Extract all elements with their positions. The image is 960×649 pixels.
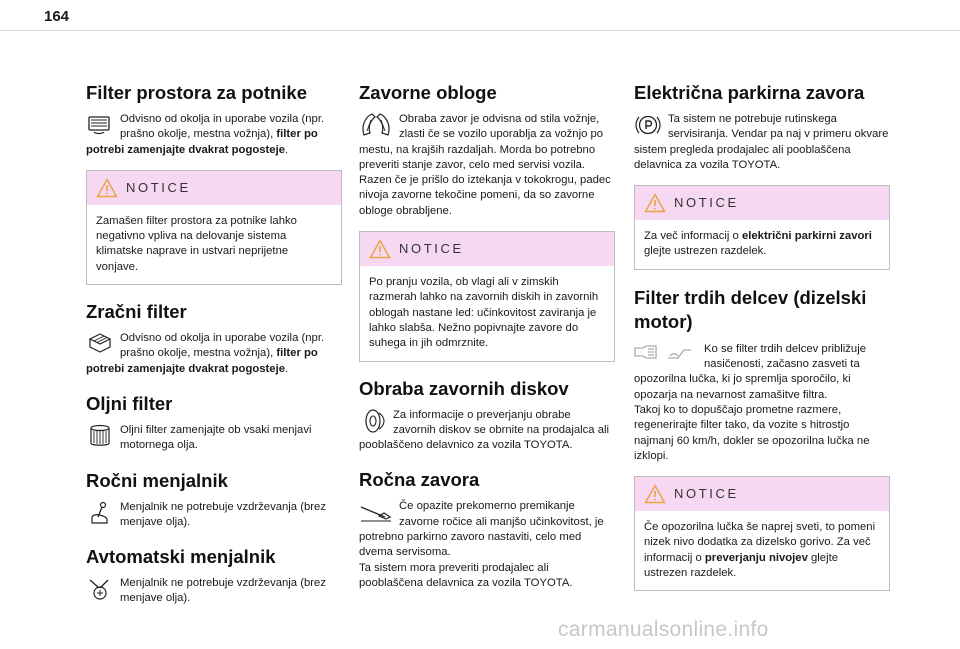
air-filter-icon: [86, 331, 114, 357]
notice-text: Po pranju vozila, ob vlagi ali v zimskih razmerah lahko na zavornih diskih in zavornih oblogah nastane led: učinkovitost zaviranja je lahko slabša. Nežno popivnajte zavore do suhega in jih odmrznite.: [369, 276, 599, 350]
particle-filter-body-2: Takoj ko to dopuščajo prometne razmere, regenerirajte filter tako, da vozite s hitrostjo najmanj 60 km/h, dokler se opozorilna lučka ne izklopi.: [634, 403, 870, 462]
particle-filter-title: Filter trdih delcev (dizelski motor): [634, 286, 867, 332]
brake-pads-body: Obraba zavor je odvisna od stila vožnje, zlasti če se vozilo uporablja za vožnjo po mestu, na krajših razdaljah. Morda bo potrebno preveriti stanje zavor, celo med servisi vozila. Razen če je prišlo do iztekanja v tokokrogu, padec nivoja zavorne tekočine pomeni, da so zavorne obloge obrabljene.: [359, 113, 611, 217]
cabin-filter-title: Filter prostora za potnike: [86, 82, 308, 103]
column-3: [634, 82, 890, 607]
notice-title: NOTICE: [674, 486, 739, 502]
column-1: [86, 82, 342, 623]
brake-pads-text: [359, 112, 615, 219]
notice-title: NOTICE: [674, 195, 739, 211]
particle-filter-icon: [634, 342, 692, 362]
manual-gearbox-title: Ročni menjalnik: [86, 469, 228, 491]
manual-gearbox-body: Menjalnik ne potrebuje vzdrževanja (brez menjave olja).: [120, 500, 326, 528]
section-cabin-filter: [86, 82, 342, 285]
automatic-gearbox-icon: [86, 576, 114, 602]
section-oil-filter: [86, 393, 342, 454]
oil-filter-body: Oljni filter zamenjajte ob vsaki menjavi motornega olja.: [120, 423, 312, 452]
air-filter-text-post: .: [285, 362, 289, 375]
air-filter-text-bold: filter po potrebi zamenjajte dvakrat pogosteje: [86, 347, 318, 375]
brake-disc-icon: [359, 408, 387, 434]
notice-header: [635, 186, 889, 220]
cabin-filter-text-bold: filter po potrebi zamenjajte dvakrat pogosteje: [86, 128, 318, 156]
notice-text-bold: električni parkirni zavori: [741, 230, 872, 243]
oil-filter-icon: [86, 423, 114, 449]
handbrake-body-2: Ta sistem mora preveriti prodajalec ali pooblaščena delavnica za vozila TOYOTA.: [359, 561, 573, 589]
section-brake-pads: [359, 82, 615, 362]
warning-triangle-icon: [644, 484, 666, 504]
notice-text-pre: Če opozorilna lučka še naprej sveti, to pomeni nizek nivo dodatka za dizelsko gorivo. Za več informacij o: [644, 521, 876, 564]
section-automatic-gearbox: [86, 546, 342, 607]
section-brake-discs: [359, 378, 615, 454]
electric-parking-brake-text: [634, 112, 890, 173]
section-manual-gearbox: [86, 470, 342, 531]
brake-pads-title: Zavorne obloge: [359, 82, 497, 103]
electric-parking-brake-body: Ta sistem ne potrebuje rutinskega servisiranja. Vendar pa naj v primeru okvare sistem pregleda prodajalec ali pooblaščena delavnica za vozila TOYOTA.: [634, 113, 889, 171]
notice-title: NOTICE: [399, 241, 464, 257]
notice-header: [360, 232, 614, 266]
section-particle-filter: [634, 286, 890, 592]
notice-box-brake-pads: [359, 231, 615, 361]
brake-pads-icon: [359, 112, 393, 138]
particle-filter-text: [634, 342, 890, 403]
notice-box-electric-parking: [634, 185, 890, 270]
notice-text-post: glejte ustrezen razdelek.: [644, 551, 839, 580]
notice-header: [635, 477, 889, 511]
watermark-logo: carmanualsonline.info: [558, 618, 769, 641]
warning-triangle-icon: [644, 193, 666, 213]
warning-triangle-icon: [96, 178, 118, 198]
notice-text: [635, 220, 889, 269]
air-filter-title: Zračni filter: [86, 301, 187, 323]
automatic-gearbox-text: [86, 576, 342, 607]
cabin-filter-text-post: .: [285, 143, 289, 156]
manual-gearbox-text: [86, 500, 342, 531]
notice-text-pre: Za več informacij o: [644, 230, 742, 243]
section-electric-parking-brake: [634, 82, 890, 270]
notice-text-post: glejte ustrezen razdelek.: [644, 245, 767, 258]
header-divider: [0, 30, 960, 31]
page-number: 164: [44, 8, 70, 25]
cabin-filter-text-pre: Odvisno od okolja in uporabe vozila (npr. prašno okolje, mestna vožnja),: [120, 113, 325, 141]
notice-text: [635, 511, 889, 590]
notice-header: [87, 171, 341, 205]
electric-parking-brake-title: Električna parkirna zavora: [634, 82, 865, 103]
section-handbrake: [359, 469, 615, 591]
automatic-gearbox-body: Menjalnik ne potrebuje vzdrževanja (brez menjave olja).: [120, 577, 326, 605]
warning-triangle-icon: [369, 239, 391, 259]
air-filter-text: [86, 331, 342, 377]
handbrake-text: [359, 499, 615, 560]
brake-discs-text: [359, 408, 615, 454]
oil-filter-text: [86, 423, 342, 454]
air-filter-text-pre: Odvisno od okolja in uporabe vozila (npr. prašno okolje, mestna vožnja),: [120, 332, 325, 360]
brake-discs-body: Za informacije o preverjanju obrabe zavornih diskov se obrnite na prodajalca ali pooblaščeno delavnico za vozila TOYOTA.: [359, 408, 610, 452]
column-2: [359, 82, 615, 607]
notice-box-particle-filter: [634, 476, 890, 591]
electric-parking-brake-icon: [634, 112, 662, 138]
notice-text: Zamašen filter prostora za potnike lahko negativno vpliva na delovanje sistema klimatske naprave in ustvari neprijetne vonjave.: [96, 214, 297, 273]
handbrake-icon: [359, 499, 393, 525]
handbrake-body-1: Če opazite prekomerno premikanje zavorne ročice ali manjšo učinkovitost, je potrebno parkirno zavoro nastaviti, celo med dvema servisoma.: [359, 500, 604, 559]
notice-title: NOTICE: [126, 179, 191, 195]
brake-discs-title: Obraba zavornih diskov: [359, 377, 569, 399]
automatic-gearbox-title: Avtomatski menjalnik: [86, 546, 276, 568]
notice-box-cabin-filter: [86, 170, 342, 285]
handbrake-title: Ročna zavora: [359, 469, 480, 491]
notice-text-bold: preverjanju nivojev: [704, 551, 808, 564]
manual-gearbox-icon: [86, 500, 114, 526]
cabin-filter-icon: [86, 112, 114, 138]
cabin-filter-text: [86, 112, 342, 158]
section-air-filter: [86, 301, 342, 377]
particle-filter-body-1: Ko se filter trdih delcev približuje nasičenosti, začasno zasveti ta opozorilna lučka, ki jo spremlja sporočilo, ki opozarja na nevarnost zamašitve filtra.: [634, 342, 866, 401]
oil-filter-title: Oljni filter: [86, 392, 173, 414]
